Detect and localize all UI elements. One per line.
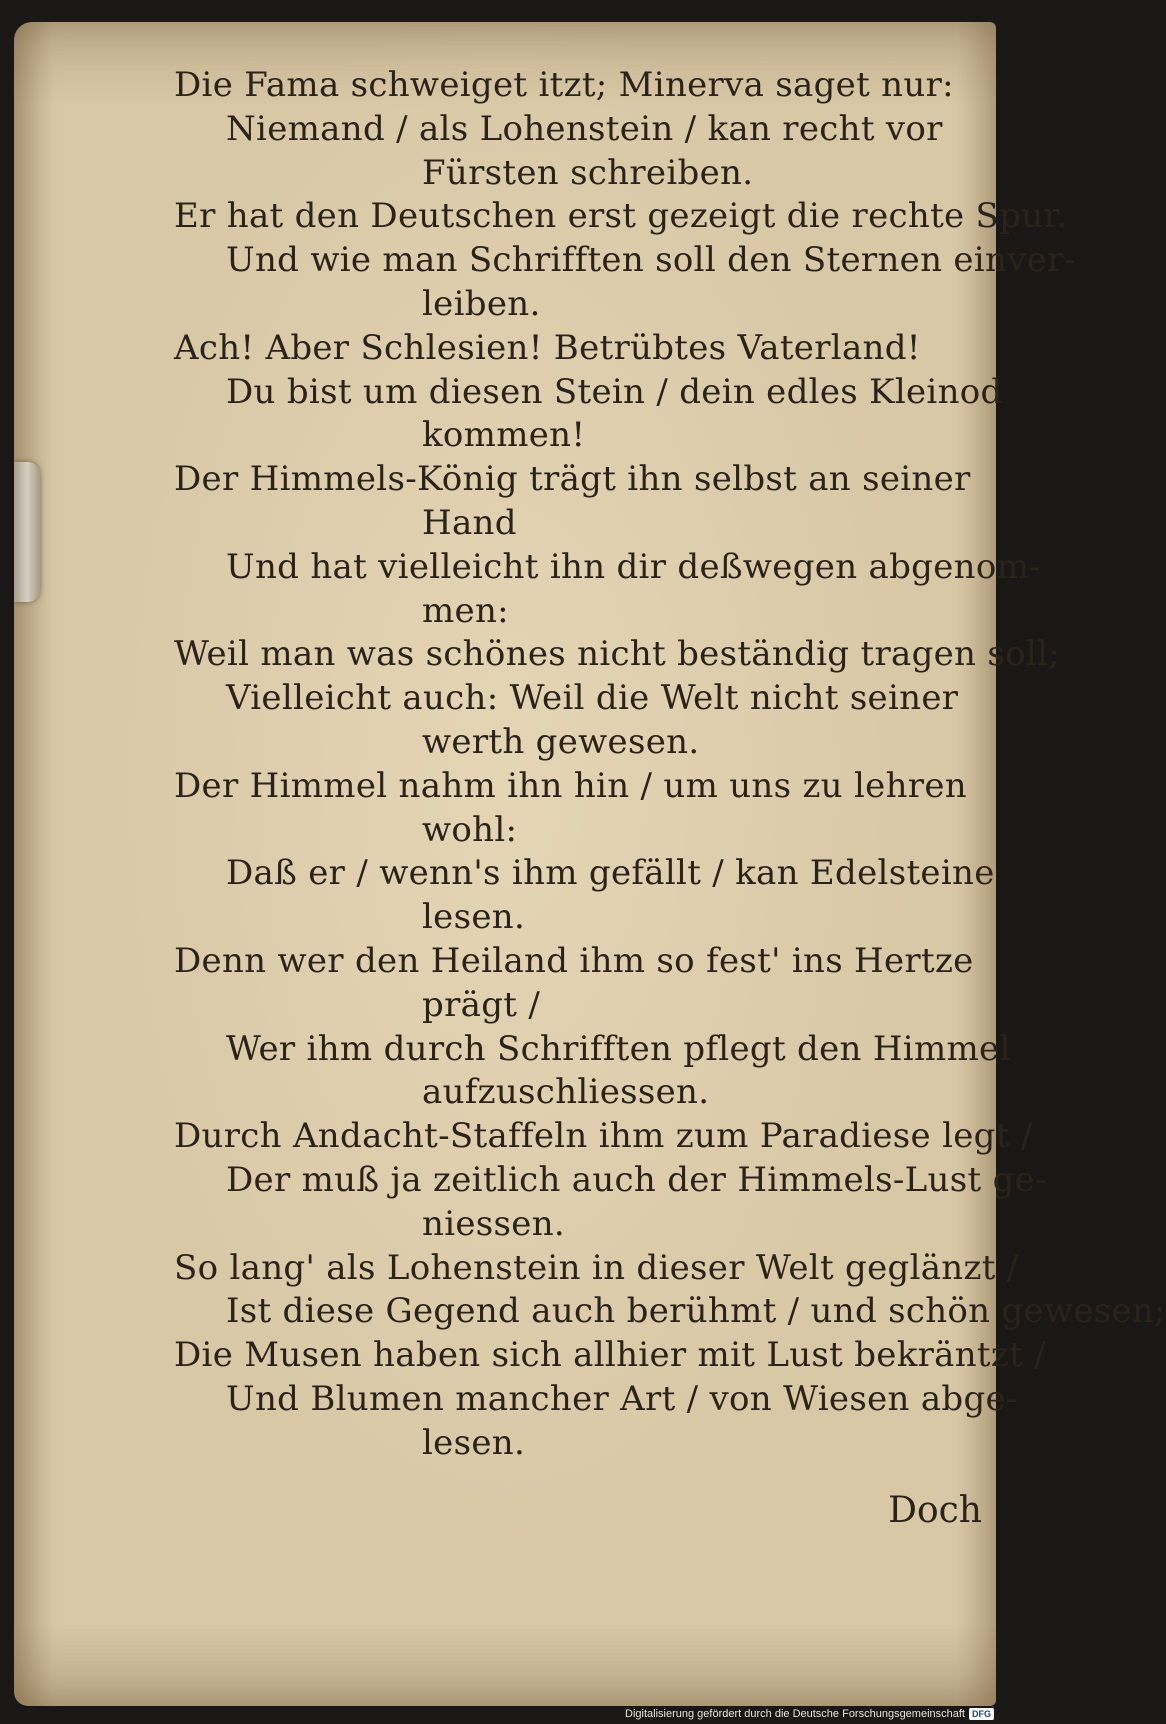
poem-line: prägt / (422, 984, 541, 1025)
poem-line: men: (422, 590, 509, 631)
poem-line: lesen. (422, 897, 526, 938)
poem-line: Niemand / als Lohenstein / kan recht vor (226, 108, 943, 149)
poem-line: Denn wer den Heiland ihm so fest' ins Hertze (174, 940, 974, 981)
poem-line: Hand (422, 502, 517, 543)
poem-line: Fürsten schreiben. (422, 152, 754, 193)
dfg-logo: DFG (969, 1708, 994, 1720)
poem-line: lesen. (422, 1422, 526, 1463)
poem-line: Durch Andacht-Staffeln ihm zum Paradiese legt / (174, 1116, 1033, 1157)
catchword: Doch (888, 1490, 982, 1531)
digitization-credit (625, 1708, 994, 1720)
poem-line: Du bist um diesen Stein / dein edles Kleinod (226, 371, 1003, 412)
book-page (14, 22, 1166, 1706)
poem-line: Wer ihm durch Schrifften pflegt den Himmel (226, 1028, 1011, 1069)
poem-line: Ach! Aber Schlesien! Betrübtes Vaterland! (174, 327, 921, 368)
poem-line: Und hat vielleicht ihn dir deßwegen abgenom- (226, 546, 1041, 587)
credit-text: Digitalisierung gefördert durch die Deutsche Forschungsgemeinschaft (625, 1708, 965, 1720)
binding-clasp (14, 462, 40, 602)
poem-line: Daß er / wenn's ihm gefällt / kan Edelsteine (226, 853, 995, 894)
poem-line: Und Blumen mancher Art / von Wiesen abge- (226, 1378, 1018, 1419)
poem-line: Die Musen haben sich allhier mit Lust bekräntzt / (174, 1335, 1046, 1376)
poem-line: Der Himmel nahm ihn hin / um uns zu lehren (174, 765, 967, 806)
poem-line: So lang' als Lohenstein in dieser Welt geglänzt / (174, 1247, 1019, 1288)
poem-line: Vielleicht auch: Weil die Welt nicht seiner (226, 678, 959, 719)
poem-line: aufzuschliessen. (422, 1072, 710, 1113)
poem-line: Weil man was schönes nicht beständig tragen soll; (174, 634, 1060, 675)
poem-line: leiben. (422, 283, 541, 324)
poem-line: Die Fama schweiget itzt; Minerva saget nur: (174, 65, 954, 105)
poem-line: werth gewesen. (422, 721, 700, 762)
poem-line: Der Himmels-König trägt ihn selbst an seiner (174, 459, 971, 500)
poem-line: Und wie man Schrifften soll den Sternen einver- (226, 240, 1076, 281)
poem-line: niessen. (422, 1203, 566, 1244)
poem-text (174, 64, 1166, 1466)
poem-line: wohl: (422, 809, 518, 850)
poem-line: Ist diese Gegend auch berühmt / und schön gewesen; (226, 1291, 1166, 1332)
poem-line: kommen! (422, 415, 586, 456)
poem-line: Der muß ja zeitlich auch der Himmels-Lust ge- (226, 1159, 1047, 1200)
poem-line: Er hat den Deutschen erst gezeigt die rechte Spur. (174, 196, 1068, 237)
